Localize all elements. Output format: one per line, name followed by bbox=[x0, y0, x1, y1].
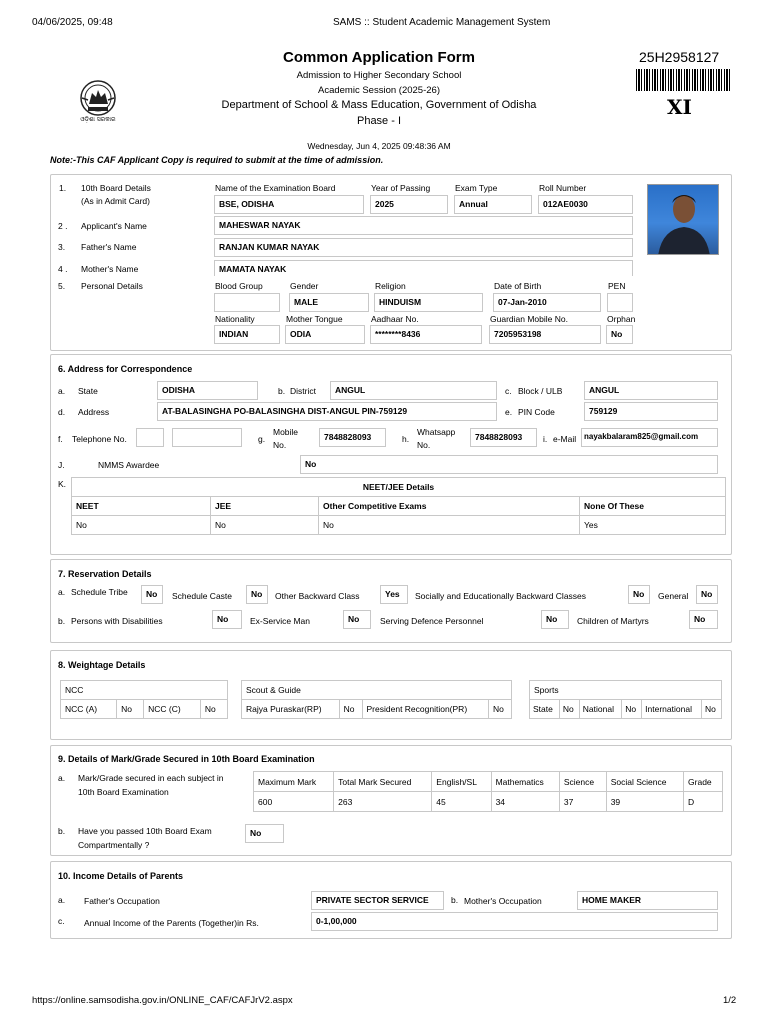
address-value: AT-BALASINGHA PO-BALASINGHA DIST-ANGUL PIN-759129 bbox=[157, 402, 497, 421]
science-value: 37 bbox=[559, 792, 606, 812]
address-label: Address bbox=[78, 407, 110, 417]
roll-header: Roll Number bbox=[539, 183, 587, 193]
guardian-mobile-value: 7205953198 bbox=[489, 325, 601, 344]
mother-occupation-label: Mother's Occupation bbox=[464, 896, 542, 906]
gender-value: MALE bbox=[289, 293, 369, 312]
j-marker: J. bbox=[58, 460, 65, 470]
num-5: 5. bbox=[58, 281, 66, 291]
weightage-section-title: 8. Weightage Details bbox=[58, 660, 146, 670]
income-section-title: 10. Income Details of Parents bbox=[58, 871, 184, 881]
year-header: Year of Passing bbox=[371, 183, 431, 193]
applicant-photo bbox=[647, 184, 719, 255]
guardian-mobile-header: Guardian Mobile No. bbox=[490, 314, 568, 324]
k-marker: K. bbox=[58, 479, 67, 489]
rp-label: Rajya Puraskar(RP) bbox=[242, 700, 340, 719]
marks-b-marker: b. bbox=[58, 826, 66, 836]
marks-section-title: 9. Details of Mark/Grade Secured in 10th Board Examination bbox=[58, 754, 315, 764]
sports-table bbox=[529, 680, 722, 719]
generated-datetime: Wednesday, Jun 4, 2025 09:48:36 AM bbox=[307, 141, 451, 151]
print-page-number: 1/2 bbox=[723, 995, 737, 1006]
pin-value: 759129 bbox=[584, 402, 718, 421]
sports-international-label: International bbox=[642, 700, 702, 719]
other-exams-header: Other Competitive Exams bbox=[319, 497, 580, 516]
scout-table bbox=[241, 680, 512, 719]
father-occupation-label: Father's Occupation bbox=[84, 896, 160, 906]
telephone-std-value bbox=[136, 428, 164, 447]
grade-header: Grade bbox=[684, 772, 723, 792]
neet-jee-table bbox=[71, 477, 726, 535]
email-value: nayakbalaram825@gmail.com bbox=[581, 428, 718, 447]
sports-national-label: National bbox=[579, 700, 622, 719]
blood-group-value bbox=[214, 293, 280, 312]
ex-service-value: No bbox=[343, 610, 371, 629]
obc-label: Other Backward Class bbox=[275, 591, 360, 601]
orphan-value: No bbox=[606, 325, 633, 344]
marks-table bbox=[253, 771, 723, 812]
district-label: District bbox=[290, 386, 316, 396]
pwd-label: Persons with Disabilities bbox=[71, 616, 163, 626]
h-marker: h. bbox=[402, 434, 410, 444]
mother-tongue-header: Mother Tongue bbox=[286, 314, 343, 324]
type-value: Annual bbox=[454, 195, 532, 214]
mobile-label-1: Mobile bbox=[273, 427, 299, 437]
sports-state-value: No bbox=[559, 700, 579, 719]
barcode bbox=[636, 69, 732, 91]
subtitle-2: Academic Session (2025-26) bbox=[318, 85, 440, 96]
gender-header: Gender bbox=[290, 281, 319, 291]
reservation-section-title: 7. Reservation Details bbox=[58, 569, 152, 579]
res-b-marker: b. bbox=[58, 616, 66, 626]
compartment-label-1: Have you passed 10th Board Exam bbox=[78, 826, 212, 836]
dob-value: 07-Jan-2010 bbox=[493, 293, 601, 312]
num-3: 3. bbox=[58, 242, 66, 252]
martyrs-value: No bbox=[689, 610, 718, 629]
application-number: 25H2958127 bbox=[639, 49, 720, 65]
father-name-label: Father's Name bbox=[81, 242, 137, 252]
b-marker: b. bbox=[278, 386, 286, 396]
phase: Phase - I bbox=[356, 115, 402, 127]
other-exams-value: No bbox=[319, 516, 580, 535]
sports-national-value: No bbox=[622, 700, 642, 719]
whatsapp-value: 7848828093 bbox=[470, 428, 537, 447]
applicant-name-value: MAHESWAR NAYAK bbox=[214, 216, 633, 235]
annual-income-value: 0-1,00,000 bbox=[311, 912, 718, 931]
nationality-value: INDIAN bbox=[214, 325, 280, 344]
dob-header: Date of Birth bbox=[494, 281, 542, 291]
g-marker: g. bbox=[258, 434, 266, 444]
year-value: 2025 bbox=[370, 195, 448, 214]
state-label: State bbox=[78, 386, 98, 396]
d-marker: d. bbox=[58, 407, 66, 417]
defence-value: No bbox=[541, 610, 569, 629]
board-details-label: 10th Board Details bbox=[81, 183, 151, 193]
ex-service-label: Ex-Service Man bbox=[250, 616, 310, 626]
i-marker: i. bbox=[543, 434, 548, 444]
address-section-title: 6. Address for Correspondence bbox=[58, 364, 193, 374]
income-b-marker: b. bbox=[451, 895, 459, 905]
email-label: e-Mail bbox=[553, 434, 577, 444]
father-name-value: RANJAN KUMAR NAYAK bbox=[214, 238, 633, 257]
mobile-label-2: No. bbox=[273, 440, 287, 450]
class-label: XI bbox=[667, 95, 692, 119]
whatsapp-label-1: Whatsapp bbox=[417, 427, 456, 437]
nmms-label: NMMS Awardee bbox=[98, 460, 160, 470]
board-value: BSE, ODISHA bbox=[214, 195, 364, 214]
marks-a-marker: a. bbox=[58, 773, 66, 783]
department: Department of School & Mass Education, Government of Odisha bbox=[221, 99, 537, 111]
pen-value bbox=[607, 293, 633, 312]
block-label: Block / ULB bbox=[518, 386, 563, 396]
nationality-header: Nationality bbox=[215, 314, 255, 324]
marks-label-2: 10th Board Examination bbox=[78, 787, 169, 797]
sports-international-value: No bbox=[702, 700, 722, 719]
mobile-value: 7848828093 bbox=[319, 428, 386, 447]
father-occupation-value: PRIVATE SECTOR SERVICE bbox=[311, 891, 444, 910]
ncc-a-label: NCC (A) bbox=[61, 700, 117, 719]
district-value: ANGUL bbox=[330, 381, 497, 400]
telephone-number-value bbox=[172, 428, 242, 447]
religion-header: Religion bbox=[375, 281, 406, 291]
ncc-table bbox=[60, 680, 228, 719]
pr-label: President Recognition(PR) bbox=[362, 700, 489, 719]
schedule-caste-label: Schedule Caste bbox=[172, 591, 233, 601]
neet-header: NEET bbox=[72, 497, 211, 516]
schedule-caste-value: No bbox=[246, 585, 268, 604]
annual-income-label: Annual Income of the Parents (Together)in Rs. bbox=[84, 918, 259, 928]
ncc-a-value: No bbox=[117, 700, 144, 719]
subtitle-1: Admission to Higher Secondary School bbox=[296, 70, 462, 81]
sports-header: Sports bbox=[530, 681, 722, 700]
board-details-sublabel: (As in Admit Card) bbox=[81, 196, 150, 206]
whatsapp-label-2: No. bbox=[417, 440, 431, 450]
schedule-tribe-value: No bbox=[141, 585, 163, 604]
general-label: General bbox=[658, 591, 689, 601]
scout-header: Scout & Guide bbox=[242, 681, 512, 700]
neet-jee-title: NEET/JEE Details bbox=[72, 478, 726, 497]
pen-header: PEN bbox=[608, 281, 626, 291]
emblem-text: ଓଡ଼ିଶା ସରକାର bbox=[80, 116, 116, 123]
blood-group-header: Blood Group bbox=[215, 281, 263, 291]
num-1: 1. bbox=[59, 183, 67, 193]
note: Note:-This CAF Applicant Copy is required to submit at the time of admission. bbox=[50, 155, 384, 165]
personal-details-label: Personal Details bbox=[81, 281, 143, 291]
social-header: Social Science bbox=[606, 772, 683, 792]
schedule-tribe-label: Schedule Tribe bbox=[71, 587, 128, 597]
total-mark-value: 263 bbox=[334, 792, 432, 812]
income-c-marker: c. bbox=[58, 916, 65, 926]
state-value: ODISHA bbox=[157, 381, 258, 400]
pr-value: No bbox=[489, 700, 512, 719]
math-value: 34 bbox=[491, 792, 559, 812]
aadhaar-value: ********8436 bbox=[370, 325, 482, 344]
compartment-label-2: Compartmentally ? bbox=[78, 840, 150, 850]
a-marker: a. bbox=[58, 386, 66, 396]
science-header: Science bbox=[559, 772, 606, 792]
pwd-value: No bbox=[212, 610, 242, 629]
type-header: Exam Type bbox=[455, 183, 498, 193]
ncc-c-label: NCC (C) bbox=[144, 700, 201, 719]
compartment-value: No bbox=[245, 824, 284, 843]
print-url[interactable]: https://online.samsodisha.gov.in/ONLINE_CAF/CAFJrV2.aspx bbox=[32, 995, 293, 1006]
print-datetime: 04/06/2025, 09:48 bbox=[32, 17, 113, 28]
pin-label: PIN Code bbox=[518, 407, 555, 417]
print-title: SAMS :: Student Academic Management System bbox=[333, 17, 551, 28]
sebc-value: No bbox=[628, 585, 650, 604]
board-header: Name of the Examination Board bbox=[215, 183, 336, 193]
english-header: English/SL bbox=[432, 772, 491, 792]
ncc-header: NCC bbox=[61, 681, 228, 700]
max-mark-value: 600 bbox=[254, 792, 334, 812]
e-marker: e. bbox=[505, 407, 513, 417]
mother-occupation-value: HOME MAKER bbox=[577, 891, 718, 910]
english-value: 45 bbox=[432, 792, 491, 812]
grade-value: D bbox=[684, 792, 723, 812]
defence-label: Serving Defence Personnel bbox=[380, 616, 484, 626]
mother-name-value: MAMATA NAYAK bbox=[214, 260, 633, 276]
rp-value: No bbox=[339, 700, 362, 719]
res-a-marker: a. bbox=[58, 587, 66, 597]
total-mark-header: Total Mark Secured bbox=[334, 772, 432, 792]
orphan-header: Orphan bbox=[607, 314, 636, 324]
c-marker: c. bbox=[505, 386, 512, 396]
martyrs-label: Children of Martyrs bbox=[577, 616, 649, 626]
num-4: 4 . bbox=[58, 264, 68, 274]
religion-value: HINDUISM bbox=[374, 293, 483, 312]
social-value: 39 bbox=[606, 792, 683, 812]
ncc-c-value: No bbox=[200, 700, 227, 719]
sports-state-label: State bbox=[530, 700, 560, 719]
jee-header: JEE bbox=[211, 497, 319, 516]
none-value: Yes bbox=[580, 516, 726, 535]
nmms-value: No bbox=[300, 455, 718, 474]
mother-name-label: Mother's Name bbox=[81, 264, 139, 274]
math-header: Mathematics bbox=[491, 772, 559, 792]
general-value: No bbox=[696, 585, 718, 604]
form-title: Common Application Form bbox=[283, 49, 475, 66]
roll-value: 012AE0030 bbox=[538, 195, 633, 214]
applicant-name-label: Applicant's Name bbox=[81, 221, 147, 231]
mother-tongue-value: ODIA bbox=[285, 325, 365, 344]
marks-label-1: Mark/Grade secured in each subject in bbox=[78, 773, 224, 783]
sebc-label: Socially and Educationally Backward Classes bbox=[415, 591, 587, 601]
block-value: ANGUL bbox=[584, 381, 718, 400]
num-2: 2 . bbox=[58, 221, 68, 231]
income-a-marker: a. bbox=[58, 895, 66, 905]
neet-value: No bbox=[72, 516, 211, 535]
f-marker: f. bbox=[58, 434, 63, 444]
max-mark-header: Maximum Mark bbox=[254, 772, 334, 792]
obc-value: Yes bbox=[380, 585, 408, 604]
jee-value: No bbox=[211, 516, 319, 535]
telephone-label: Telephone No. bbox=[72, 434, 127, 444]
aadhaar-header: Aadhaar No. bbox=[371, 314, 419, 324]
none-header: None Of These bbox=[580, 497, 726, 516]
